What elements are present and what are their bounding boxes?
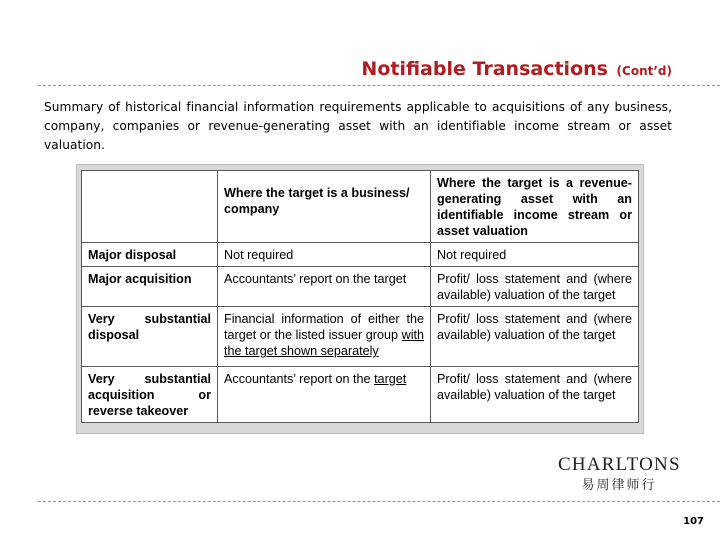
logo-name: CHARLTONS	[558, 454, 681, 475]
requirements-table-frame	[76, 164, 644, 434]
intro-paragraph: Summary of historical financial information requirements applicable to acquisitions of any business, company, companies or revenue-generating asset with an identifiable income stream or asset valuation.	[44, 100, 672, 152]
table-row	[82, 267, 639, 307]
charltons-logo	[558, 455, 680, 495]
row-label: Very substantial disposal	[82, 307, 218, 367]
row-business-cell: Financial information of either the target or the listed issuer group with the target shown separately	[218, 307, 431, 367]
logo-chinese: 易周律师行	[581, 478, 657, 493]
row-label: Major disposal	[82, 243, 218, 267]
header-cell-asset: Where the target is a revenue-generating asset with an identifiable income stream or asset valuation	[431, 171, 639, 243]
table-row	[82, 307, 639, 367]
row-label: Major acquisition	[82, 267, 218, 307]
top-divider	[38, 85, 720, 86]
page-number: 107	[683, 516, 704, 527]
title-main: Notifiable Transactions	[361, 58, 608, 80]
table-row	[82, 243, 639, 267]
header-cell-business: Where the target is a business/ company	[218, 171, 431, 243]
row-asset-cell: Profit/ loss statement and (where available) valuation of the target	[431, 307, 639, 367]
row-asset-cell: Profit/ loss statement and (where available) valuation of the target	[431, 267, 639, 307]
row-business-cell: Accountants’ report on the target	[218, 267, 431, 307]
row-business-cell: Accountants’ report on the target	[218, 367, 431, 423]
header-cell-empty	[82, 171, 218, 243]
title-sub: (Cont’d)	[616, 64, 672, 78]
table-row	[82, 367, 639, 423]
row-business-cell: Not required	[218, 243, 431, 267]
table-header-row	[82, 171, 639, 243]
row-label: Very substantial acquisition or reverse takeover	[82, 367, 218, 423]
bottom-divider	[38, 501, 720, 502]
slide-title	[0, 58, 672, 80]
row-asset-cell: Profit/ loss statement and (where available) valuation of the target	[431, 367, 639, 423]
requirements-table	[81, 170, 639, 423]
row-asset-cell: Not required	[431, 243, 639, 267]
